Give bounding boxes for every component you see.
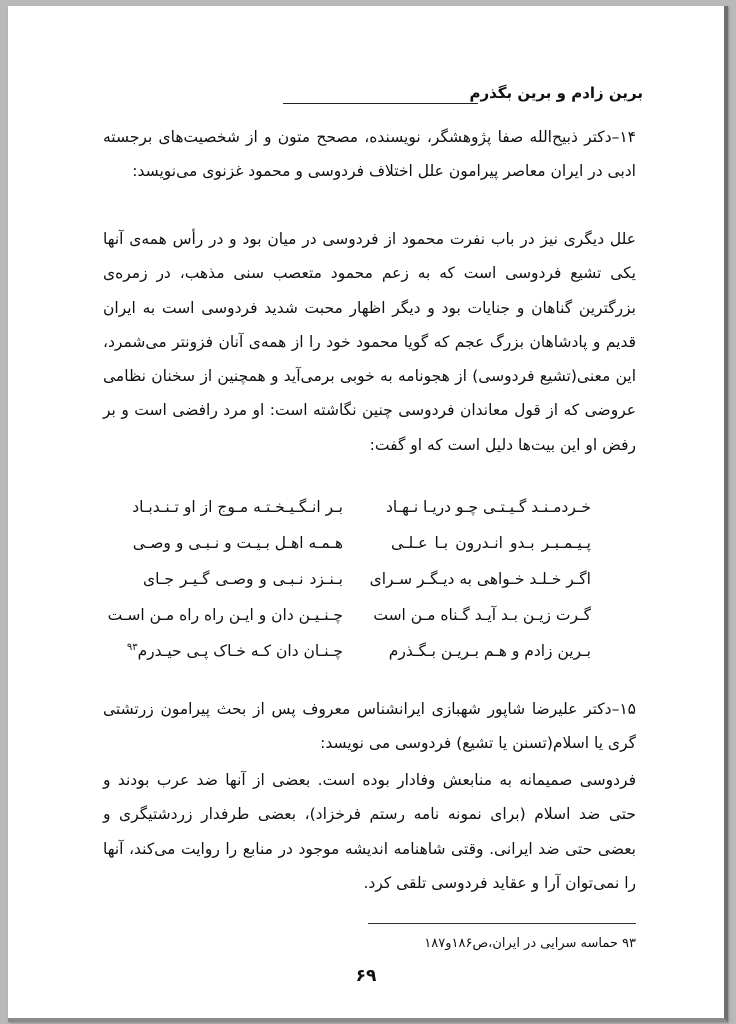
paragraph-15 [103,692,636,761]
verse-1-first-hemistich: خـردمـنـد گـیـتـی چـو دریـا نـهـاد [385,498,591,516]
verse-1-second-hemistich: بـر انـگـیـخـتـه مـوج از او تـنـدبـاد [132,498,343,516]
verse-5-first-hemistich: بـرین زادم و هـم بـریـن بـگـذرم [388,642,591,660]
verse-5 [8,642,724,678]
verse-4-second-hemistich: چـنـیـن دان و ایـن راه راه مـن اسـت [107,606,343,624]
paragraph-14-text: ۱۴–دکتر ذبیح‌الله صفا پژوهشگر، نویسنده، مصحح متون و از شخصیت‌های برجسته ادبی در ایران معاصر پیرامون علل اختلاف فردوسی و محمود غزنوی می‌نویسد: [103,128,636,181]
verse-3-second-hemistich: بـنـزد نـبـی و وصـی گـیـر جـای [143,570,343,588]
footnote-rule [368,923,636,924]
verse-2 [8,534,724,570]
running-header [243,84,643,102]
running-header-title: برین زادم و برین بگذرم [469,84,643,102]
verse-3-first-hemistich: اگـر خـلـد خـواهی به دیـگـر سـرای [369,570,591,588]
paragraph-15-text: ۱۵–دکتر علیرضا شاپور شهبازی ایرانشناس معروف پس از بحث پیرامون زرتشتی گری یا اسلام(تسنن یا تشیع) فردوسی می نویسد: [103,700,636,753]
verse-2-first-hemistich: پـیـمـبـر بـدو انـدرون بـا عـلـی [391,534,591,552]
verse-1 [8,498,724,534]
verse-3 [8,570,724,606]
verse-4-first-hemistich: گـرت زیـن بـد آیـد گـناه مـن است [373,606,591,624]
verse-4 [8,606,724,642]
document-page [8,6,728,1022]
header-rule [283,103,478,104]
paragraph-shahbazi-quote-text: فردوسی صمیمانه به منابعش وفادار بوده است. بعضی از آنها ضد عرب بودند و حتی ضد اسلام (برای نمونه نامه رستم فرخزاد)، بعضی طرفدار زردشتیگری و بعضی حتی ضد ایرانی. وقتی شاهنامه اندیشه موجود در منابع را روایت می‌کند، آنها را نمی‌توان آرا و عقاید فردوسی تلقی کرد. [103,771,636,892]
paragraph-quote [103,222,636,462]
paragraph-shahbazi-quote [103,763,636,900]
page-number: ۶۹ [355,966,377,986]
paragraph-14 [103,120,636,189]
paragraph-quote-text: علل دیگری نیز در باب نفرت محمود از فردوسی در میان بود و در رأس همه‌ی آنها یکی تشیع فردوسی است که به زعم محمود متعصب سنی مذهب، در زمره‌ی بزرگترین گناهان و جنایات بود و دیگر اظهار محبت شدید فردوسی است به ایران قدیم و پادشاهان بزرگ عجم که گویا محمود خود را از همه‌ی آنان فزونتر می‌شمرد، این معنی(تشیع فردوسی) از هجونامه به خوبی برمی‌آید و همچنین از سخنان نظامی عروضی که از قول معاندان فردوسی چنین نگاشته است: او مرد رافضی است و بر رفض او این بیت‌ها دلیل است که او گفت: [103,230,636,454]
verse-5-second-hemistich [128,642,343,660]
verse-2-second-hemistich: هـمـه اهـل بـیـت و نـبـی و وصـی [132,534,343,552]
footnote-text: ۹۳ حماسه سرایی در ایران،ص۱۸۶و۱۸۷ [424,936,636,951]
footnote-reference[interactable]: ۹۳ [126,642,138,653]
verse-5-second-hemistich-text: چـنـان دان کـه خـاک پـی حیـدرم [137,642,343,661]
footnote [288,936,636,951]
